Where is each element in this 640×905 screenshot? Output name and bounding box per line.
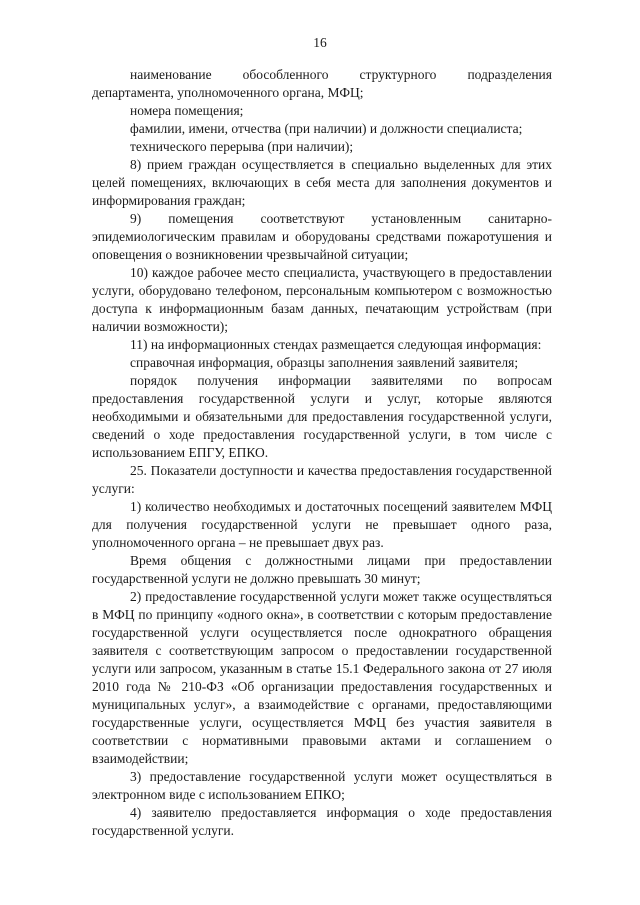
paragraph: Время общения с должностными лицами при предоставлении государственной услуги не должно превышать 30 минут; bbox=[92, 553, 552, 586]
paragraph: фамилии, имени, отчества (при наличии) и должности специалиста; bbox=[130, 121, 523, 136]
paragraph: наименование обособленного структурного подразделения департамента, уполномоченного органа, МФЦ; bbox=[92, 67, 552, 100]
paragraph: 25. Показатели доступности и качества предоставления государственной услуги: bbox=[92, 463, 552, 496]
paragraph: 9) помещения соответствуют установленным санитарно-эпидемиологическим правилам и оборудованы средствами пожаротушения и оповещения о возникновении чрезвычайной ситуации; bbox=[92, 211, 552, 262]
paragraph: 8) прием граждан осуществляется в специально выделенных для этих целей помещениях, включающих в себя места для заполнения документов и информирования граждан; bbox=[92, 157, 552, 208]
document-body bbox=[92, 66, 552, 840]
paragraph: 11) на информационных стендах размещается следующая информация: bbox=[130, 337, 542, 352]
paragraph: 10) каждое рабочее место специалиста, участвующего в предоставлении услуги, оборудовано телефоном, персональным компьютером с возможностью доступа к информационным базам данных, печатающим устройствам (при наличии возможности); bbox=[92, 265, 552, 334]
paragraph: справочная информация, образцы заполнения заявлений заявителя; bbox=[130, 355, 519, 370]
paragraph: порядок получения информации заявителями по вопросам предоставления государственной услуги и услуг, которые являются необходимыми и обязательными для предоставления государственной услуги, сведений о ходе предоставления государственной услуги, в том числе с использованием ЕПГУ, ЕПКО. bbox=[92, 373, 552, 460]
paragraph: 1) количество необходимых и достаточных посещений заявителем МФЦ для получения государственной услуги не превышает одного раза, уполномоченного органа – не превышает двух раз. bbox=[92, 499, 552, 550]
paragraph: номера помещения; bbox=[130, 103, 244, 118]
paragraph: технического перерыва (при наличии); bbox=[130, 139, 354, 154]
paragraph: 4) заявителю предоставляется информация о ходе предоставления государственной услуги. bbox=[92, 805, 552, 838]
page-number: 16 bbox=[313, 35, 327, 50]
paragraph: 2) предоставление государственной услуги может также осуществляться в МФЦ по принципу «одного окна», в соответствии с которым предоставление государственной услуги осуществляется после однократного обращения заявителя с соответствующим запросом о предоставлении государственной услуги или запросом, указанным в статье 15.1 Федерального закона от 27 июля 2010 года № 210-ФЗ «Об организации предоставления государственных и муниципальных услуг», а взаимодействие с органами, предоставляющими государственные услуги, осуществляется МФЦ без участия заявителя в соответствии с нормативными правовыми актами и соглашением о взаимодействии; bbox=[92, 589, 552, 766]
paragraph: 3) предоставление государственной услуги может осуществляться в электронном виде с использованием ЕПКО; bbox=[92, 769, 552, 802]
